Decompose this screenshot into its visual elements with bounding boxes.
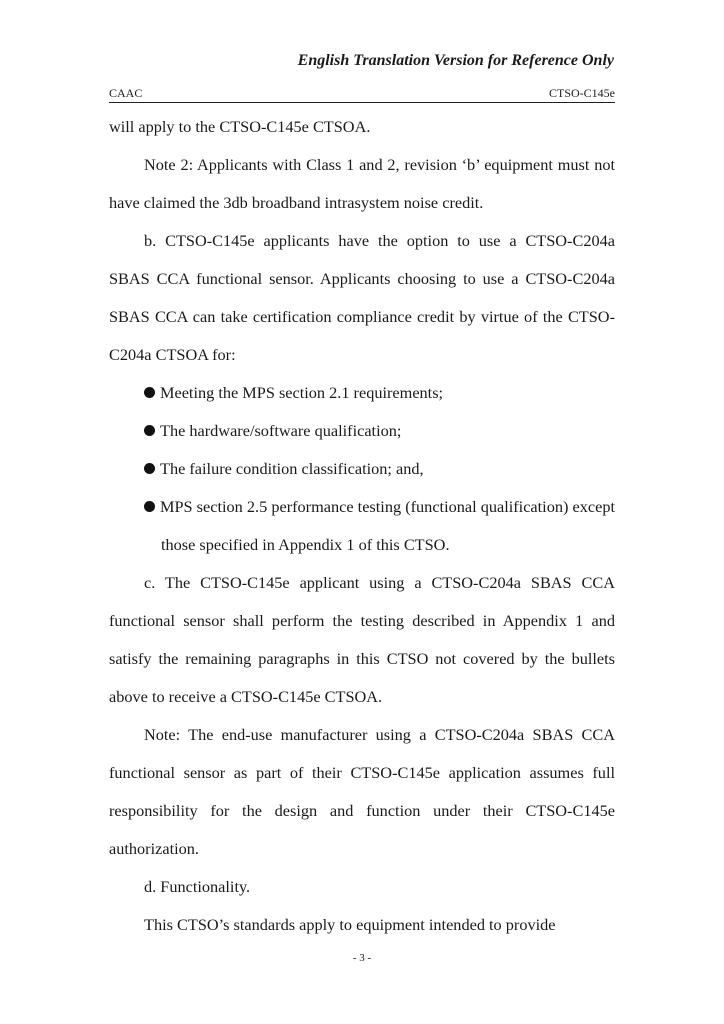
- bullet-text: MPS section 2.5 performance testing (functional qualification) except those specified in Appendix 1 of this CTSO.: [160, 497, 615, 554]
- header-document-id: CTSO-C145e: [549, 86, 615, 100]
- paragraph-d-heading: d. Functionality.: [144, 877, 251, 896]
- paragraph-c: c. The CTSO-C145e applicant using a CTSO-C204a SBAS CCA functional sensor shall perform the testing described in Appendix 1 and satisfy the remaining paragraphs in this CTSO not covered by the bullets above to receive a CTSO-C145e CTSOA.: [109, 573, 615, 706]
- page-header: [109, 86, 615, 103]
- bullet-text: Meeting the MPS section 2.1 requirements;: [160, 383, 444, 402]
- bullet-text: The hardware/software qualification;: [160, 421, 402, 440]
- bullet-item: [109, 488, 615, 564]
- paragraph-note: Note: The end-use manufacturer using a CTSO-C204a SBAS CCA functional sensor as part of their CTSO-C145e application assumes full responsibility for the design and function under their CTSO-C145e authorization.: [109, 725, 615, 858]
- page-number: - 3 -: [352, 952, 372, 964]
- bullet-icon: [144, 425, 155, 436]
- bullet-icon: [144, 463, 155, 474]
- paragraph-functionality: This CTSO’s standards apply to equipment intended to provide: [144, 915, 556, 934]
- translation-banner: English Translation Version for Reference Only: [297, 52, 614, 69]
- header-organization: CAAC: [109, 86, 143, 100]
- bullet-item: [109, 374, 615, 412]
- bullet-text: The failure condition classification; and,: [160, 459, 424, 478]
- document-body: [109, 108, 615, 944]
- paragraph-continuation: will apply to the CTSO-C145e CTSOA.: [109, 117, 371, 136]
- bullet-icon: [144, 387, 155, 398]
- bullet-icon: [144, 501, 155, 512]
- bullet-item: [109, 412, 615, 450]
- paragraph-b: b. CTSO-C145e applicants have the option to use a CTSO-C204a SBAS CCA functional sensor. Applicants choosing to use a CTSO-C204a SBAS CCA can take certification compliance credit by virtue of the CTSO-C204a CTSOA for:: [109, 231, 615, 364]
- bullet-item: [109, 450, 615, 488]
- paragraph-note-2: Note 2: Applicants with Class 1 and 2, revision ‘b’ equipment must not have claimed the 3db broadband intrasystem noise credit.: [109, 155, 615, 212]
